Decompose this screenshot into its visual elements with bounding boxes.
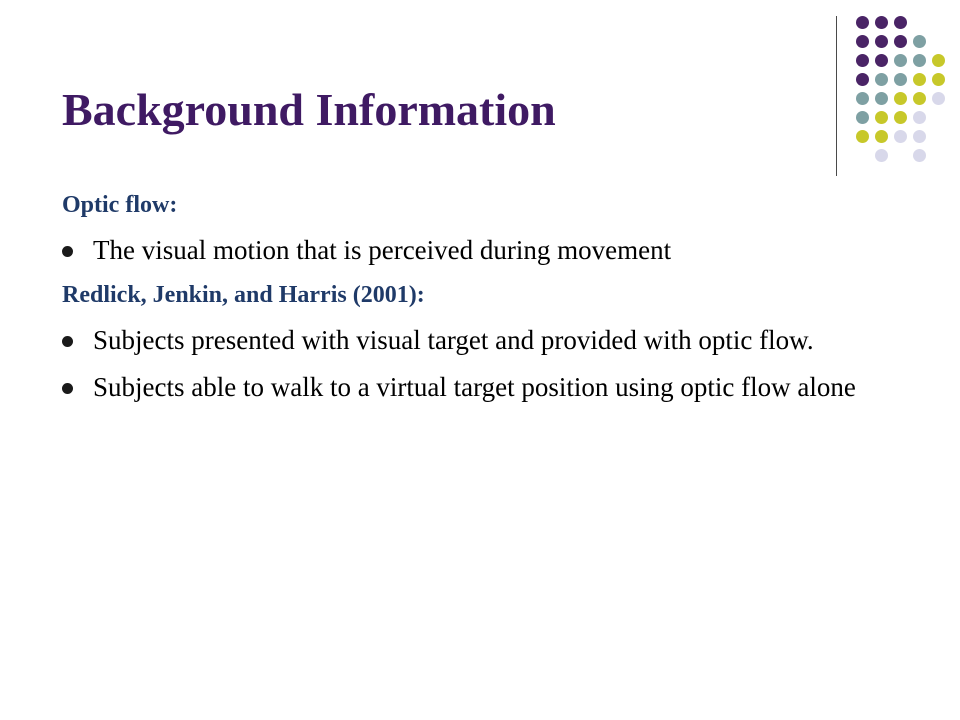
slide-title: Background Information (62, 84, 556, 135)
decorative-dot (913, 54, 926, 67)
bullet-item: The visual motion that is perceived during movement (62, 234, 862, 266)
decorative-dot (875, 54, 888, 67)
decorative-dot (894, 92, 907, 105)
section-heading-citation: Redlick, Jenkin, and Harris (2001): (62, 282, 425, 309)
decorative-dot (913, 92, 926, 105)
decorative-dot (875, 149, 888, 162)
decorative-dot (875, 111, 888, 124)
decorative-dot (913, 149, 926, 162)
decorative-dot (894, 54, 907, 67)
decorative-dot (875, 130, 888, 143)
decorative-dot (894, 130, 907, 143)
decorative-dot (932, 92, 945, 105)
decorative-dot (894, 73, 907, 86)
decorative-dot (913, 35, 926, 48)
decorative-dot (856, 16, 869, 29)
bullet-item: Subjects able to walk to a virtual target position using optic flow alone (62, 371, 862, 403)
decorative-dot (875, 73, 888, 86)
decorative-dot (856, 54, 869, 67)
decorative-dot (875, 35, 888, 48)
decorative-dot (856, 92, 869, 105)
decorative-dot (894, 111, 907, 124)
decorative-dot (875, 16, 888, 29)
vertical-divider (836, 16, 837, 176)
decorative-dot (913, 111, 926, 124)
decorative-dot (932, 54, 945, 67)
decorative-dot (894, 16, 907, 29)
bullet-item: Subjects presented with visual target and provided with optic flow. (62, 324, 862, 356)
decorative-dot (913, 73, 926, 86)
decorative-dot (875, 92, 888, 105)
decorative-dot (856, 111, 869, 124)
decorative-dot (856, 35, 869, 48)
decorative-dot (856, 130, 869, 143)
decorative-dot (932, 73, 945, 86)
decorative-dot (894, 35, 907, 48)
section-heading-optic-flow: Optic flow: (62, 192, 178, 218)
slide-body (62, 190, 862, 403)
decorative-dot (856, 73, 869, 86)
decorative-dot (913, 130, 926, 143)
